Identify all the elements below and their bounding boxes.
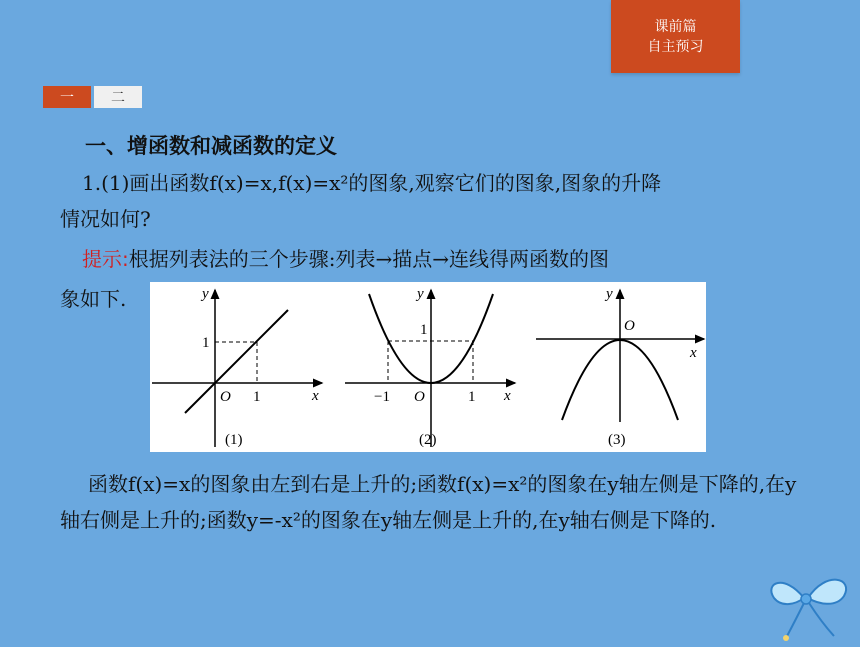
g2-tick-y: 1 [420, 322, 428, 338]
tab-two[interactable]: 二 [94, 86, 142, 108]
g3-y-label: y [606, 286, 613, 302]
g2-caption: (2) [419, 432, 437, 448]
g2-y-label: y [417, 286, 424, 302]
ribbon-bow-icon [764, 568, 856, 647]
g3-x-label: x [690, 345, 697, 361]
g1-tick-y: 1 [202, 335, 210, 351]
tab-one[interactable]: 一 [43, 86, 91, 108]
graph-parabola-up [345, 286, 515, 448]
badge-line1: 课前篇 [654, 18, 697, 35]
answer-paragraph: 函数f(x)=x的图象由左到右是上升的;函数f(x)=x²的图象在y轴左侧是下降的,在y轴右侧是上升的;函数y=-x²的图象在y轴左侧是上升的,在y轴右侧是下降的. [60, 472, 797, 532]
graph-parabola-down [536, 286, 704, 448]
g2-tick-xneg: −1 [374, 389, 390, 405]
hint-line1 [82, 241, 802, 277]
section-tabs [43, 86, 142, 108]
hint-text: 根据列表法的三个步骤:列表→描点→连线得两函数的图 [128, 247, 610, 271]
hint-label: 提示: [82, 247, 129, 271]
section-badge [611, 0, 740, 73]
hint-line2: 象如下. [60, 287, 127, 311]
question-line2: 情况如何? [60, 207, 151, 231]
g2-x-label: x [504, 388, 511, 404]
section-heading: 一、增函数和减函数的定义 [85, 134, 337, 158]
g1-tick-x: 1 [253, 389, 261, 405]
g2-tick-x: 1 [468, 389, 476, 405]
question-line1: 1.(1)画出函数f(x)=x,f(x)=x²的图象,观察它们的图象,图象的升降 [82, 171, 662, 195]
g1-caption: (1) [225, 432, 243, 448]
graphs-figure [150, 282, 706, 452]
g1-x-label: x [312, 388, 319, 404]
g1-y-label: y [202, 286, 209, 302]
g2-origin: O [414, 389, 425, 405]
graph-linear [152, 286, 322, 448]
g3-origin: O [624, 318, 635, 334]
badge-line2: 自主预习 [647, 38, 704, 55]
g1-origin: O [220, 389, 231, 405]
g3-caption: (3) [608, 432, 626, 448]
line-y-equals-x [185, 310, 288, 413]
